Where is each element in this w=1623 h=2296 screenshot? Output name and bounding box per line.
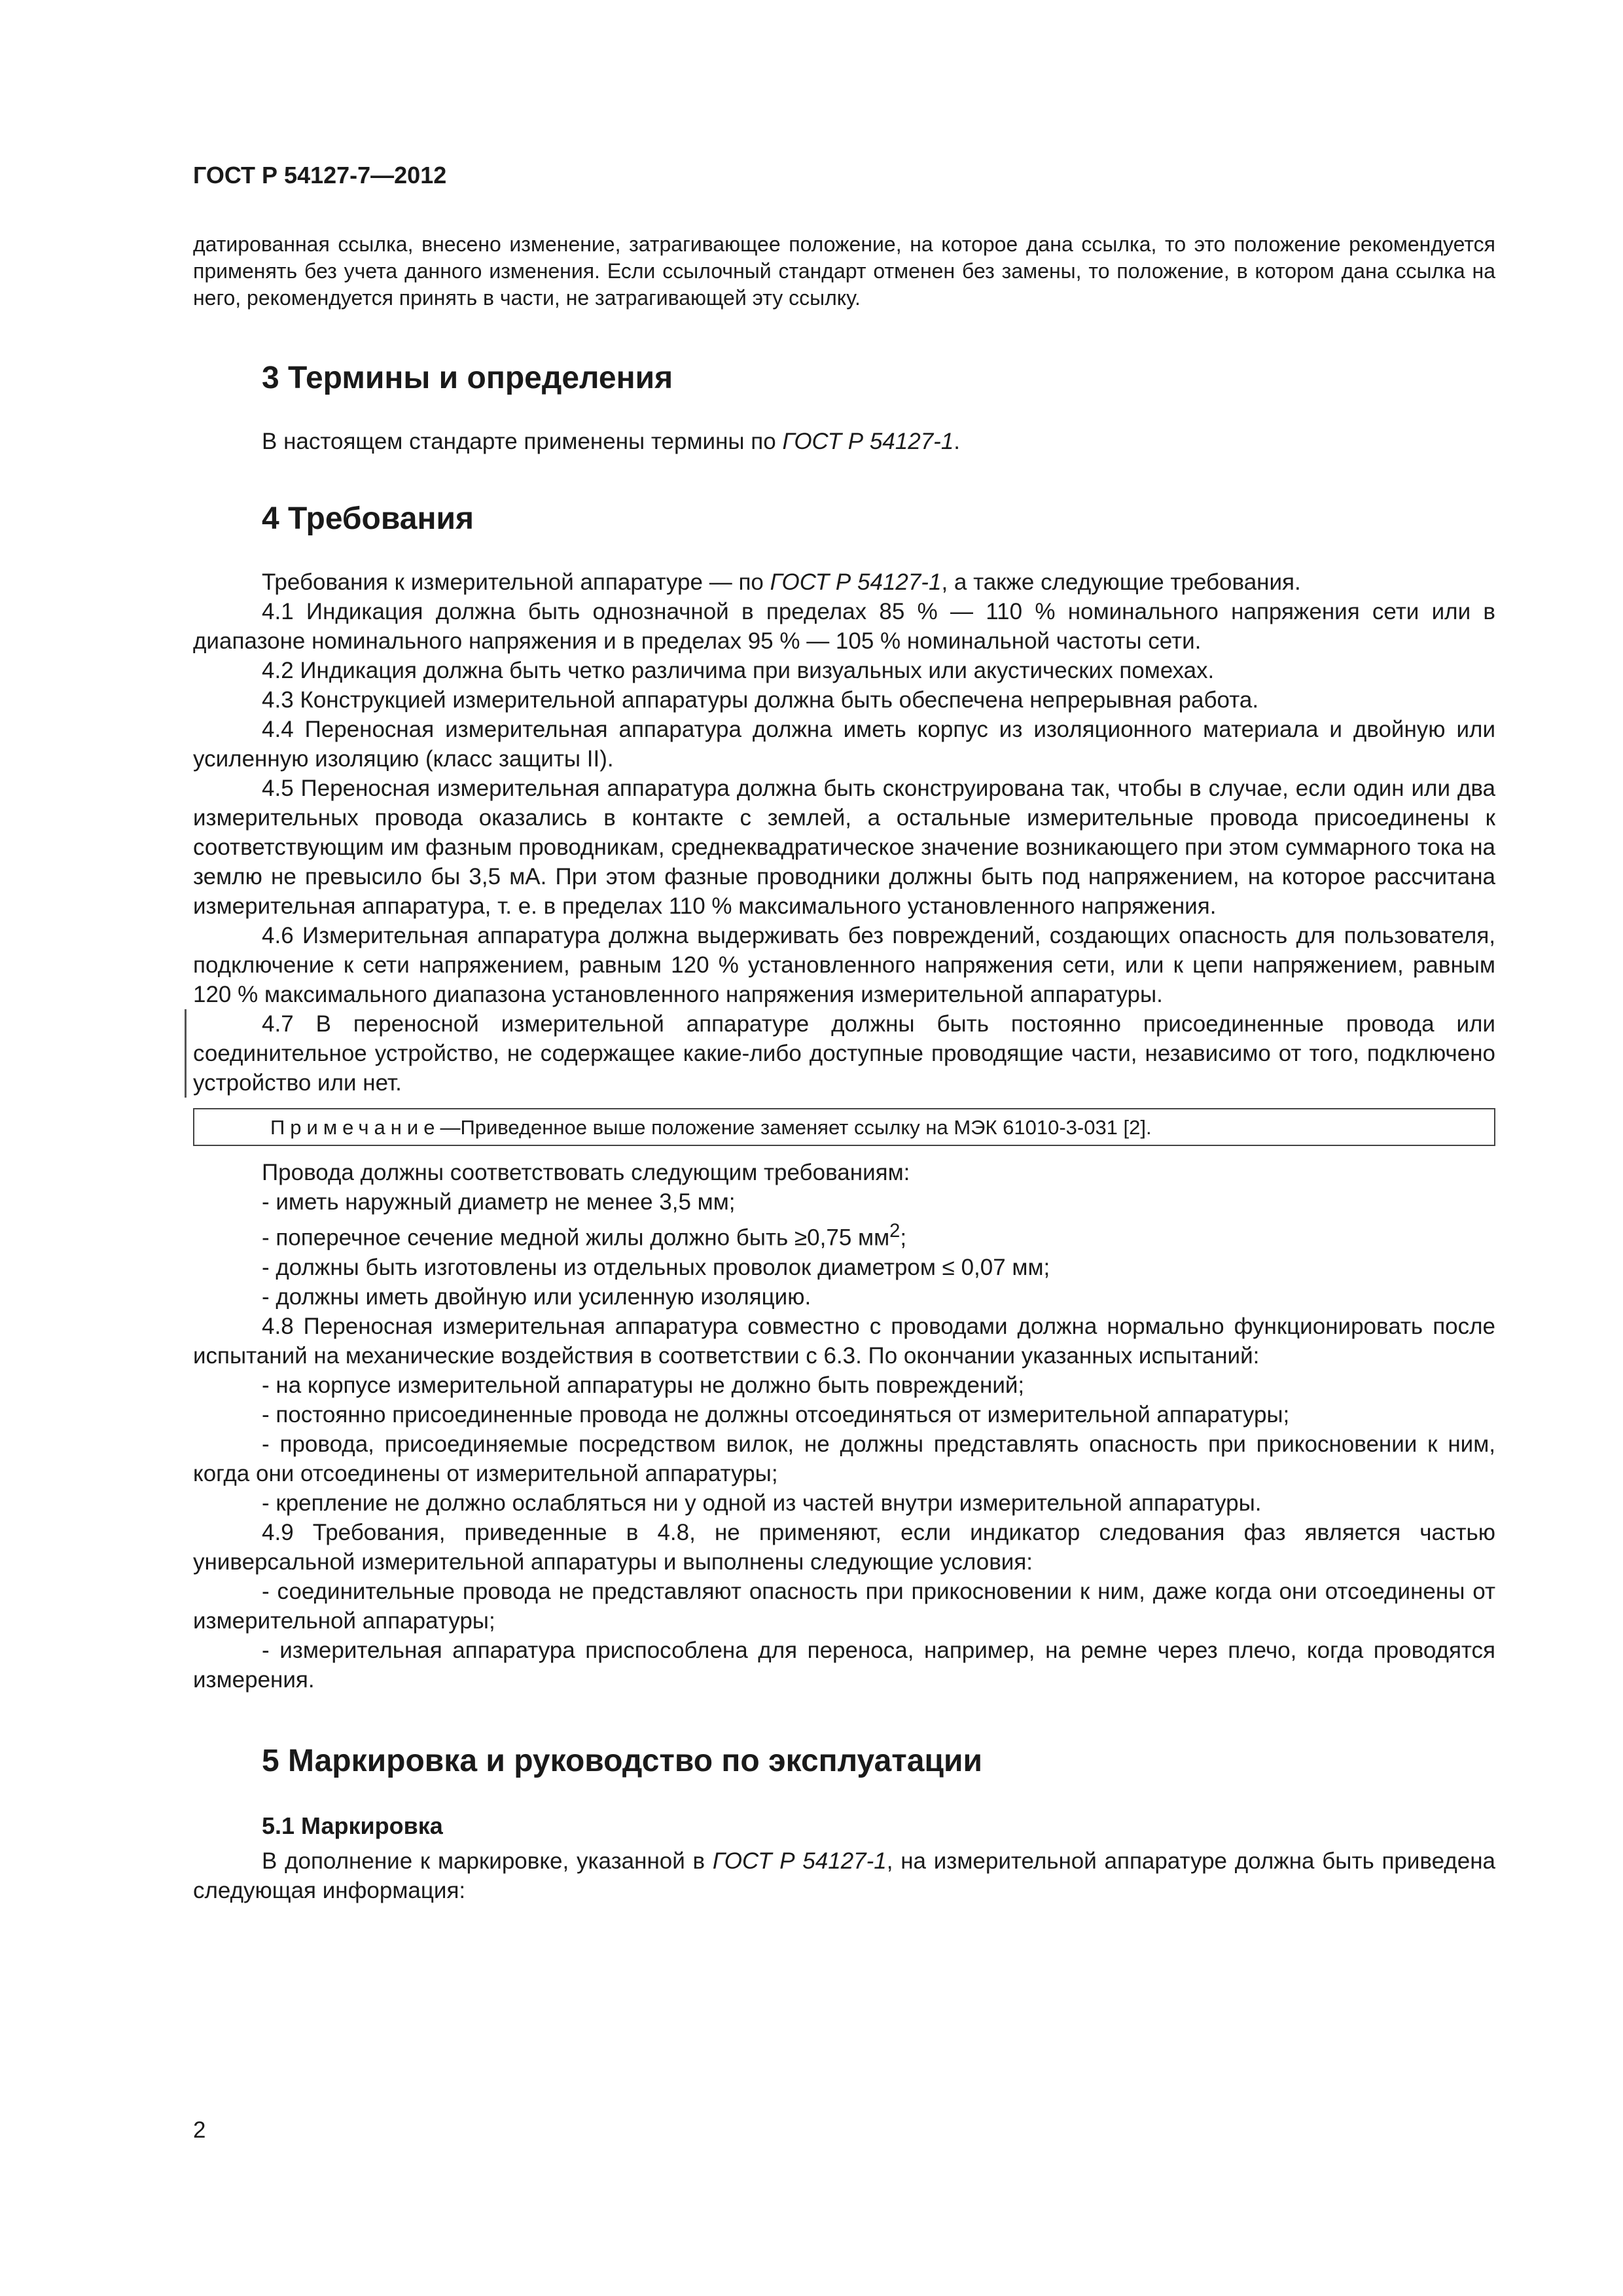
- clause-4-3: 4.3 Конструкцией измерительной аппаратуры должна быть обеспечена непрерывная работа.: [262, 687, 1259, 713]
- section-4-intro-after: , а также следующие требования.: [941, 569, 1301, 595]
- intro-paragraph: датированная ссылка, внесено изменение, затрагивающее положение, на которое дана ссылка, то это положение рекомендуется применять без учета данного изменения. Если ссылочный стандарт отменен без замены, то положение, в котором дана ссылка на него, рекомендуется принять в части, не затрагивающей эту ссылку.: [193, 232, 1495, 310]
- wire-item-2-sup: 2: [889, 1221, 901, 1242]
- clause-4-8-item-3: - провода, присоединяемые посредством вилок, не должны представлять опасность при прикосновении к ним, когда они отсоединены от измерительной аппаратуры;: [193, 1431, 1495, 1486]
- subsection-5-1-after: , на измерительной аппаратуре должна быть приведена следующая информация:: [193, 1848, 1495, 1903]
- clause-4-7: 4.7 В переносной измерительной аппаратуре должны быть постоянно присоединенные провода или соединительное устройство, не содержащее какие-либо доступные проводящие части, независимо от того, подключено устройство или нет.: [185, 1009, 1495, 1098]
- section-3-text-after: .: [954, 429, 961, 454]
- section-4-title: 4 Требования: [262, 501, 474, 536]
- subsection-5-1-before: В дополнение к маркировке, указанной в: [262, 1848, 713, 1874]
- clause-4-4: 4.4 Переносная измерительная аппаратура должна иметь корпус из изоляционного материала и двойную или усиленную изоляцию (класс защиты II).: [193, 717, 1495, 772]
- section-3-title: 3 Термины и определения: [262, 361, 673, 395]
- wire-item-2-end: ;: [900, 1225, 907, 1251]
- wires-intro: Провода должны соответствовать следующим требованиям:: [262, 1160, 910, 1185]
- clause-4-9-item-1: - соединительные провода не представляют опасность при прикосновении к ним, даже когда они отсоединены от измерительной аппаратуры;: [193, 1578, 1495, 1634]
- section-4-intro-ref: ГОСТ Р 54127-1: [770, 569, 942, 595]
- section-3-text: [193, 427, 1495, 456]
- wire-item-2: [193, 1217, 1495, 1253]
- clause-4-2: 4.2 Индикация должна быть четко различима при визуальных или акустических помехах.: [262, 658, 1215, 683]
- section-4-intro-before: Требования к измерительной аппаратуре — по: [262, 569, 770, 595]
- clause-4-9: 4.9 Требования, приведенные в 4.8, не применяют, если индикатор следования фаз является частью универсальной измерительной аппаратуры и выполнены следующие условия:: [193, 1519, 1495, 1575]
- subsection-5-1-text: [193, 1846, 1495, 1905]
- wire-item-2-text: - поперечное сечение медной жилы должно быть ≥0,75 мм: [262, 1225, 890, 1251]
- subsection-5-1-title: 5.1 Маркировка: [262, 1812, 443, 1839]
- note-label: Примечание: [270, 1116, 440, 1139]
- clause-4-8: 4.8 Переносная измерительная аппаратура совместно с проводами должна нормально функционировать после испытаний на механические воздействия в соответствии с 6.3. По окончании указанных испытаний:: [193, 1313, 1495, 1369]
- clause-4-9-item-2: - измерительная аппаратура приспособлена для переноса, например, на ремне через плечо, когда проводятся измерения.: [193, 1637, 1495, 1693]
- document-page: [193, 160, 1495, 1905]
- wire-item-3: - должны быть изготовлены из отдельных проволок диаметром ≤ 0,07 мм;: [262, 1254, 1050, 1280]
- note-box: [193, 1108, 1495, 1146]
- wire-item-1: - иметь наружный диаметр не менее 3,5 мм;: [262, 1189, 736, 1215]
- note-text: —Приведенное выше положение заменяет ссылку на МЭК 61010-3-031 [2].: [440, 1116, 1152, 1139]
- intro-block: [193, 231, 1495, 312]
- section-4-intro: [193, 567, 1495, 597]
- subsection-5-1-ref: ГОСТ Р 54127-1: [712, 1848, 887, 1874]
- section-3-ref: ГОСТ Р 54127-1: [782, 429, 954, 454]
- clause-4-8-item-1: - на корпусе измерительной аппаратуры не должно быть повреждений;: [262, 1372, 1025, 1398]
- document-id: ГОСТ Р 54127-7—2012: [193, 162, 447, 188]
- clause-4-8-item-2: - постоянно присоединенные провода не должны отсоединяться от измерительной аппаратуры;: [262, 1401, 1290, 1427]
- section-3-text-before: В настоящем стандарте применены термины по: [262, 429, 783, 454]
- wire-item-4: - должны иметь двойную или усиленную изоляцию.: [262, 1283, 812, 1310]
- section-5-title: 5 Маркировка и руководство по эксплуатации: [262, 1743, 982, 1778]
- clause-4-8-item-4: - крепление не должно ослабляться ни у одной из частей внутри измерительной аппаратуры.: [262, 1490, 1262, 1516]
- page-number: 2: [193, 2117, 206, 2143]
- clause-4-6: 4.6 Измерительная аппаратура должна выдерживать без повреждений, создающих опасность для пользователя, подключение к сети напряжением, равным 120 % установленного напряжения сети, или к цепи напряжением, равным 120 % максимального диапазона установленного напряжения измерительной аппаратуры.: [193, 923, 1495, 1007]
- clause-4-5: 4.5 Переносная измерительная аппаратура должна быть сконструирована так, чтобы в случае, если один или два измерительных провода оказались в контакте с землей, а остальные измерительные провода присоединены к соответствующим им фазным проводникам, среднеквадратическое значение возникающего при этом суммарного тока на землю не превысило бы 3,5 мА. При этом фазные проводники должны быть под напряжением, на которое рассчитана измерительная аппаратура, т. е. в пределах 110 % максимального установленного напряжения.: [193, 776, 1495, 919]
- clause-4-1: 4.1 Индикация должна быть однозначной в пределах 85 % — 110 % номинального напряжения сети или в диапазоне номинального напряжения и в пределах 95 % — 105 % номинальной частоты сети.: [193, 599, 1495, 654]
